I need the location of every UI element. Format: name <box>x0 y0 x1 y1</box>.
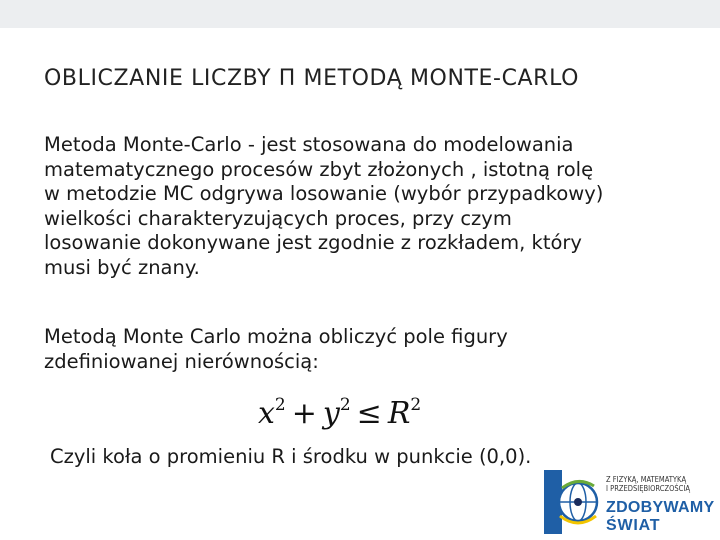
logo-word-swiat: ŚWIAT <box>606 517 661 534</box>
inequality-formula <box>258 395 421 431</box>
paragraph-line: Metodą Monte Carlo można obliczyć pole figury <box>44 325 508 348</box>
definition-paragraph <box>44 133 603 280</box>
paragraph-line: musi być znany. <box>44 255 200 279</box>
logo-tagline-line: I PRZEDSIĘBIORCZOŚCIĄ <box>606 484 690 493</box>
paragraph-line: zdefiniowanej nierównością: <box>44 349 319 373</box>
paragraph-line: Metoda Monte-Carlo - jest stosowana do modelowania <box>44 133 574 156</box>
formula-exponent: 2 <box>274 395 286 415</box>
logo-word-zdobywamy: ZDOBYWAMY <box>606 499 715 516</box>
formula-plus: + <box>291 396 317 431</box>
logo-globe-core <box>574 498 582 506</box>
project-logo <box>542 464 720 540</box>
logo-tagline-line: Z FIZYKĄ, MATEMATYKĄ <box>606 475 687 484</box>
area-paragraph <box>44 325 508 374</box>
globe-emblem-icon <box>542 464 604 540</box>
formula-exponent: 2 <box>410 395 422 415</box>
paragraph-line: losowanie dokonywane jest zgodnie z rozkładem, który <box>44 231 582 254</box>
conclusion-text: Czyli koła o promieniu R i środku w punkcie (0,0). <box>50 445 532 468</box>
logo-tagline <box>606 475 718 493</box>
paragraph-line: w metodzie MC odgrywa losowanie (wybór przypadkowy) <box>44 182 604 205</box>
formula-exponent: 2 <box>339 395 351 415</box>
slide-title: OBLICZANIE LICZBY Π METODĄ MONTE-CARLO <box>44 66 580 91</box>
formula-var-y: y <box>322 396 340 431</box>
paragraph-line: matematycznego procesów zbyt złożonych , istotną rolę <box>44 157 594 181</box>
formula-var-r: R <box>387 396 411 431</box>
formula-leq: ≤ <box>356 396 382 431</box>
top-decorative-bar <box>0 0 720 28</box>
formula-var-x: x <box>258 396 275 431</box>
paragraph-line: wielkości charakteryzujących proces, przy czym <box>44 206 512 230</box>
